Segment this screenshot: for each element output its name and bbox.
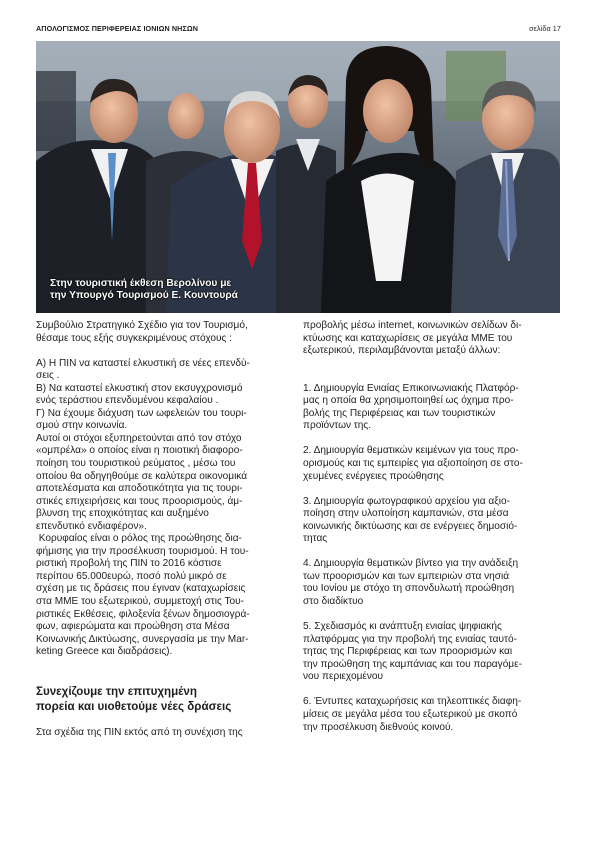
text-line: την προσέλκυση διεθνούς κοινού. xyxy=(303,721,454,733)
text-line: ριστικές Εκθέσεις, φιλοξενία ξένων δημοσιογρά- xyxy=(36,608,250,620)
text-line: κτύωσης και καταχωρίσεις σε μεγάλα ΜΜΕ του xyxy=(303,332,513,344)
text-line: βολής της Περιφέρειας και των τουριστικών xyxy=(303,407,496,419)
text-line: ορισμούς και τις εμπειρίες για αξιοποίηση σε στο- xyxy=(303,458,523,470)
page-number: σελίδα 17 xyxy=(529,24,561,33)
section-heading-line-1: Συνεχίζουμε την επιτυχημένη xyxy=(36,684,197,698)
text-line: εξωτερικού, περιλαμβάνονται μεταξύ άλλων: xyxy=(303,345,501,357)
page-header xyxy=(36,24,561,38)
text-line: «ομπρέλα» ο οποίος είναι η ποιοτική διαφορο- xyxy=(36,445,243,457)
text-line: βλυνση της εποχικότητας και αυξημένο xyxy=(36,508,209,520)
text-line: του Ιονίου με στόχο τη σπονδυλωτή προώθηση xyxy=(303,583,515,595)
caption-line-1: Στην τουριστική έκθεση Βερολίνου με xyxy=(50,278,232,289)
text-line: ποίηση του τουριστικού ρεύματος , μέσω του xyxy=(36,458,236,470)
text-line: αποτελέσματα και αποδοτικότητα για τις τουρι- xyxy=(36,483,243,495)
text-line: τητας της Περιφέρειας και των προορισμών και xyxy=(303,646,513,658)
text-line: την προώθηση της καμπάνιας και του παραγόμε- xyxy=(303,658,522,670)
text-line: ποίηση στην υλοποίηση καμπανιών, στα μέσα xyxy=(303,508,509,520)
text-line: στα ΜΜΕ του εξωτερικού, συμμετοχή στις Του- xyxy=(36,596,245,608)
text-line: σμού στην κοινωνία. xyxy=(36,420,128,432)
text-line: ενός τεράστιου επενδυμένου κεφαλαίου . xyxy=(36,395,219,407)
text-line: Κορυφαίος είναι ο ρόλος της προώθησης δια- xyxy=(36,533,242,545)
text-line: Κοινωνικής Δικτύωσης, συνεργασία με την Mar- xyxy=(36,633,249,645)
text-line: στικές επιχειρήσεις και τους προορισμούς, άμ- xyxy=(36,495,243,507)
text-line: Α) Η ΠΙΝ να καταστεί ελκυστική σε νέες επενδύ- xyxy=(36,357,250,369)
text-line: κοινωνικής δικτύωσης και σε ενέργειες δημοσιό- xyxy=(303,520,518,532)
text-line: επενδυτικό ενδιαφέρον». xyxy=(36,520,147,532)
right-column xyxy=(303,320,559,734)
text-line: στο διαδίκτυο xyxy=(303,596,364,608)
photo-caption xyxy=(50,278,238,302)
action-item-4 xyxy=(303,558,559,608)
caption-line-2: την Υπουργό Τουρισμού Ε. Κουντουρά xyxy=(50,290,238,301)
text-line: οποίου θα οδηγηθούμε σε καλύτερα οικονομικά xyxy=(36,470,248,482)
text-line: θέσαμε τους εξής συγκεκριμένους στόχους : xyxy=(36,332,232,344)
text-line: Συμβούλιο Στρατηγικό Σχέδιο για τον Τουρισμό, xyxy=(36,320,248,331)
text-line: περίπου 65.000ευρώ, ποσό πολύ μικρό σε xyxy=(36,570,227,582)
group-photo-illustration xyxy=(36,41,560,313)
text-line: χευμένες ενέργειες προώθησης xyxy=(303,470,444,482)
action-item-6 xyxy=(303,696,559,734)
left-column xyxy=(36,320,292,740)
action-item-1 xyxy=(303,383,559,433)
text-line: keting Greece και διαδράσεις). xyxy=(36,646,173,658)
text-line: προϊόντων της. xyxy=(303,420,372,432)
text-line: φήμισης για την προσέλκυση τουρισμού. Η του- xyxy=(36,545,249,557)
text-line: Β) Να καταστεί ελκυστική στον εκσυγχρονισμό xyxy=(36,382,243,394)
text-line: των προορισμών και των εμπειριών στα νησιά xyxy=(303,570,510,582)
text-line: προβολής μέσω internet, κοινωνικών σελίδων δι- xyxy=(303,320,522,331)
action-item-3 xyxy=(303,496,559,546)
text-line: Γ) Να έχουμε διάχυση των ωφελειών του τουρι- xyxy=(36,407,247,419)
running-title: ΑΠΟΛΟΓΙΣΜΟΣ ΠΕΡΙΦΕΡΕΙΑΣ ΙΟΝΙΩΝ ΝΗΣΩΝ xyxy=(36,24,199,33)
text-line: νου περιεχομένου xyxy=(303,671,384,683)
text-line: 3. Δημιουργία φωτογραφικού αρχείου για αξιο- xyxy=(303,495,510,507)
text-line: 4. Δημιουργία θεματικών βίντεο για την ανάδειξη xyxy=(303,558,519,570)
text-line: Αυτοί οι στόχοι εξυπηρετούνται από τον στόχο xyxy=(36,432,242,444)
text-line: 5. Σχεδιασμός κι ανάπτυξη ενιαίας ψηφιακής xyxy=(303,621,502,633)
text-line: 2. Δημιουργία θεματικών κειμένων για τους προ- xyxy=(303,445,519,457)
text-line: ριστική προβολή της ΠΙΝ το 2016 κόστισε xyxy=(36,558,222,570)
text-line: σχέση με τις δράσεις που έγιναν (καταχωρίσεις xyxy=(36,583,246,595)
text-line: σεις . xyxy=(36,370,60,382)
text-line: φων, αφιερώματα και προώθηση στα Μέσα xyxy=(36,621,230,633)
text-line: 6. Έντυπες καταχωρήσεις και τηλεοπτικές διαφη- xyxy=(303,696,522,708)
section-heading-line-2: πορεία και υιοθετούμε νέες δράσεις xyxy=(36,700,232,714)
group-photo xyxy=(36,41,560,313)
text-line: 1. Δημιουργία Ενιαίας Επικοινωνιακής Πλατφόρ- xyxy=(303,382,519,394)
action-item-2 xyxy=(303,445,559,483)
text-line: τητας xyxy=(303,533,328,545)
text-line: μας η οποία θα χρησιμοποιηθεί ως όχημα προ- xyxy=(303,395,514,407)
text-line: Στα σχέδια της ΠΙΝ εκτός από τη συνέχιση της xyxy=(36,727,243,739)
text-line: πλατφόρμας για την προβολή της ενιαίας ταυτό- xyxy=(303,633,517,645)
action-item-5 xyxy=(303,621,559,684)
text-line: μίσεις σε μεγάλα μέσα του εξωτερικού με σκοπό xyxy=(303,708,518,720)
